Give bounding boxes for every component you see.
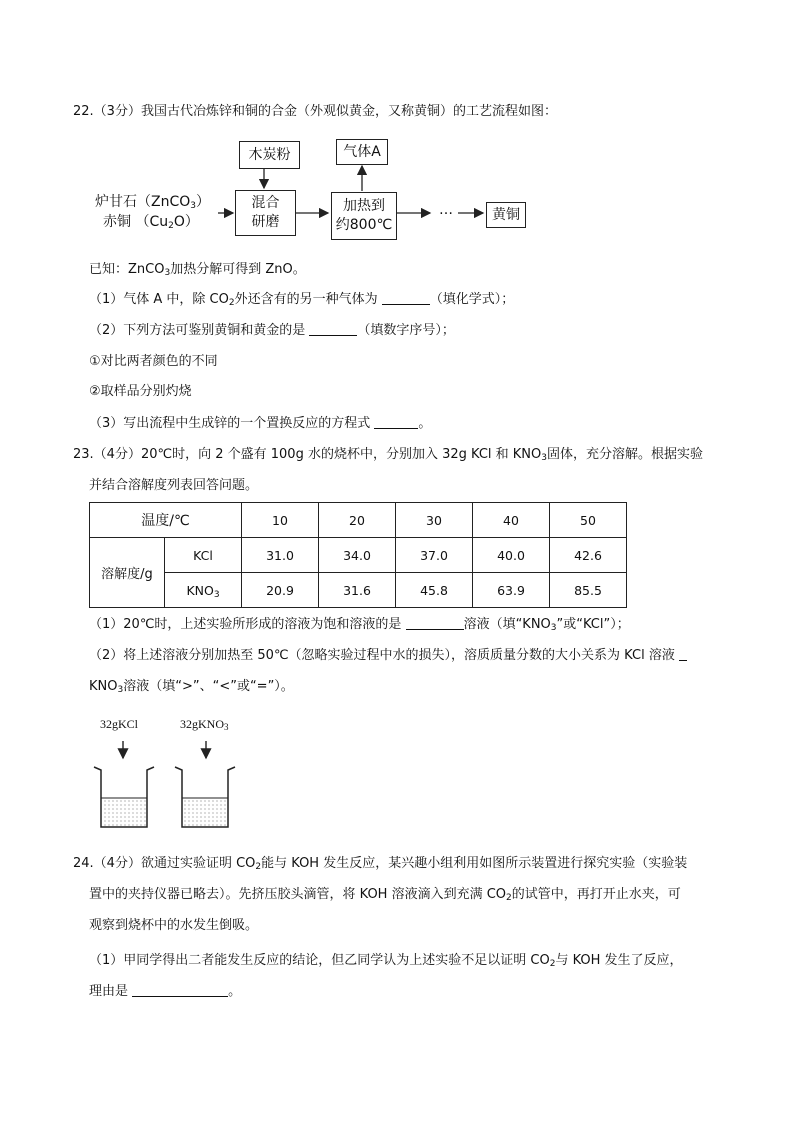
q22-option-2: ②取样品分别灼烧: [89, 384, 192, 399]
solubility-label: 溶解度/g: [90, 538, 165, 608]
table-row: [90, 538, 627, 573]
kcl-cell: 31.0: [242, 538, 319, 573]
temp-cell: 50: [550, 503, 627, 538]
kno3-cell: 31.6: [319, 573, 396, 608]
q24-part1: （1）甲同学得出二者能发生反应的结论，但乙同学认为上述实验不足以证明 $CO_2$与 KOH 发生了反应，: [89, 953, 683, 969]
answer-blank[interactable]: [309, 322, 357, 336]
temp-cell: 10: [242, 503, 319, 538]
kno3-cell: 85.5: [550, 573, 627, 608]
raw-material-2: 赤铜 $(Cu_2O)$: [103, 214, 199, 231]
temp-cell: 40: [473, 503, 550, 538]
kcl-cell: 34.0: [319, 538, 396, 573]
q22-option-1: ①对比两者颜色的不同: [89, 354, 218, 369]
kcl-label: KCl: [165, 538, 242, 573]
beaker1-label: 32gKCl: [100, 717, 139, 731]
table-row: [90, 503, 627, 538]
q23-stem-line1: 23.（4分）20℃时，向 2 个盛有 100g 水的烧杯中，分别加入 32g KCl 和 $KNO_3$固体，充分溶解。根据实验: [73, 447, 704, 463]
q24-stem-line3: 观察到烧杯中的水发生倒吸。: [89, 918, 259, 933]
mix-grind-box: 混合 研磨: [235, 190, 296, 236]
kno3-label: $KNO_3$: [165, 573, 242, 608]
kno3-cell: 63.9: [473, 573, 550, 608]
kno3-cell: 20.9: [242, 573, 319, 608]
q24-stem-line1: 24.（4分）欲通过实验证明 $CO_2$能与 KOH 发生反应，某兴趣小组利用如图所示装置进行探究实验（实验装: [73, 856, 688, 872]
q22-part3: （3）写出流程中生成锌的一个置换反应的方程式 。: [89, 416, 432, 431]
temp-header: 温度/℃: [90, 503, 242, 538]
q22-part1: （1）气体 A 中，除 $CO_2$外还含有的另一种气体为 （填化学式）；: [89, 292, 515, 308]
q22-stem: 22.（3分）我国古代冶炼锌和铜的合金（外观似黄金，又称黄铜）的工艺流程如图：: [73, 104, 557, 119]
q23-stem-line2: 并结合溶解度列表回答问题。: [89, 478, 259, 493]
table-row: [90, 573, 627, 608]
answer-blank[interactable]: [374, 415, 418, 429]
temp-cell: 20: [319, 503, 396, 538]
answer-blank[interactable]: [132, 983, 228, 997]
kcl-cell: 40.0: [473, 538, 550, 573]
q23-part1: （1）20℃时，上述实验所形成的溶液为饱和溶液的是 溶液（填“$KNO_3$”或“KCl”）；: [89, 617, 630, 633]
kno3-cell: 45.8: [396, 573, 473, 608]
answer-blank[interactable]: [382, 291, 430, 305]
temp-cell: 30: [396, 503, 473, 538]
flow-ellipsis: …: [439, 202, 453, 218]
charcoal-box: 木炭粉: [239, 141, 300, 169]
brass-box: 黄铜: [486, 202, 526, 228]
q24-stem-line2: 置中的夹持仪器已略去）。先挤压胶头滴管，将 KOH 溶液滴入到充满 $CO_2$的试管中，再打开止水夹，可: [89, 887, 681, 903]
kcl-cell: 37.0: [396, 538, 473, 573]
q23-part2: （2）将上述溶液分别加热至 50℃（忽略实验过程中水的损失），溶质质量分数的大小关系为 KCl 溶液: [89, 646, 687, 666]
raw-material-1: 炉甘石（ZnCO$_3$）: [95, 194, 210, 211]
beaker2-label: 32gKNO$_3$: [180, 717, 229, 732]
q23-part2-cont: $KNO_3$溶液（填“>”、“<”或“=”）。: [89, 679, 294, 695]
kcl-cell: 42.6: [550, 538, 627, 573]
q24-part1-reason: 理由是 。: [89, 984, 242, 999]
q22-known: 已知：ZnCO$_3$加热分解可得到 ZnO。: [89, 262, 306, 278]
answer-blank[interactable]: [679, 647, 687, 661]
answer-blank[interactable]: [406, 616, 464, 630]
heat-box: 加热到 约800℃: [331, 192, 397, 240]
solubility-table: [89, 502, 627, 608]
gas-a-box: 气体A: [336, 139, 388, 165]
q22-part2: （2）下列方法可鉴别黄铜和黄金的是 （填数字序号）；: [89, 323, 455, 338]
